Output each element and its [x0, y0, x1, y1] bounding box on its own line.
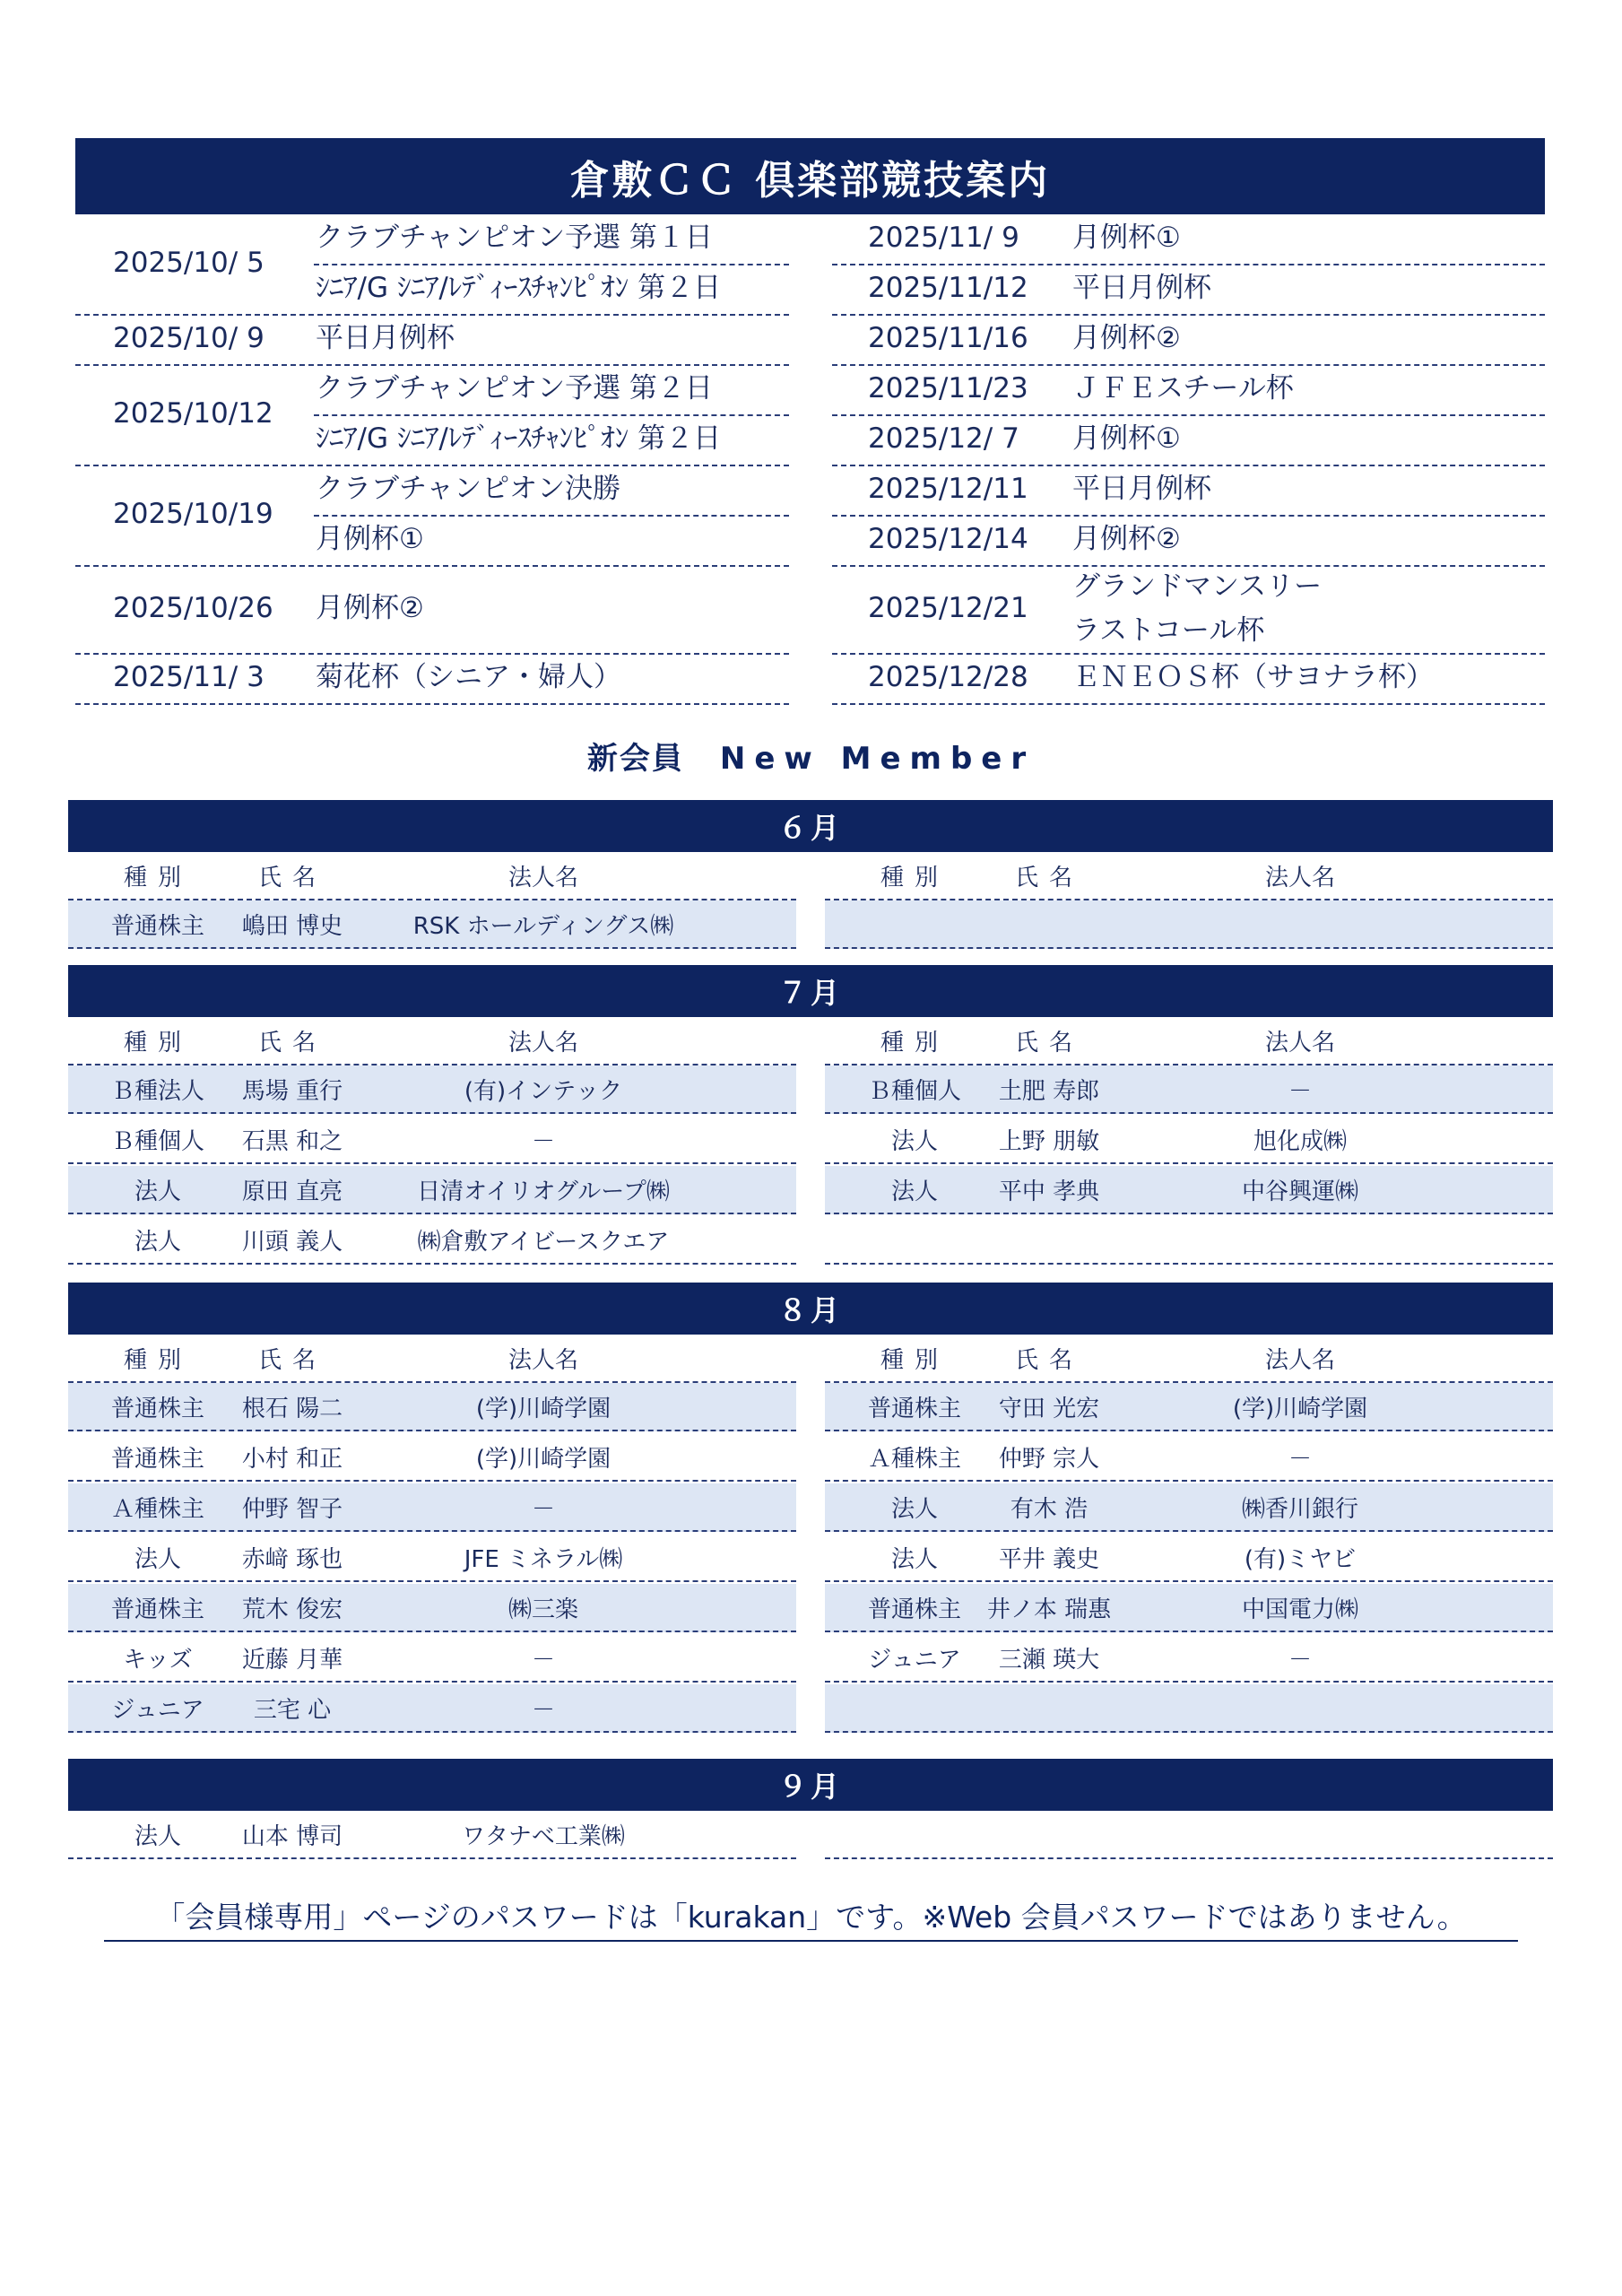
table-row: [68, 1065, 796, 1114]
column-header: 氏名: [257, 1346, 326, 1374]
table-row: [825, 1534, 1553, 1582]
table-row: [825, 1584, 1553, 1632]
divider-line: [314, 264, 789, 265]
table-row: [825, 1483, 1553, 1532]
member-name: 平中 孝典: [998, 1178, 1100, 1205]
schedule-date: 2025/10/26: [113, 592, 273, 624]
schedule-event: 月例杯②: [1072, 322, 1181, 354]
schedule-date: 2025/10/12: [113, 397, 273, 430]
divider-line: [832, 314, 1545, 316]
member-type: 法人: [890, 1545, 938, 1573]
table-row: [68, 1811, 796, 1859]
table-row: [825, 1684, 1553, 1733]
member-type: 普通株主: [867, 1596, 961, 1623]
member-type: 普通株主: [110, 1395, 204, 1422]
member-type: Ｂ種法人: [110, 1077, 204, 1105]
column-header: 氏名: [1014, 1346, 1083, 1374]
schedule-date: 2025/12/14: [868, 523, 1028, 555]
member-company: －: [1288, 1646, 1312, 1674]
member-type: 法人: [134, 1228, 181, 1256]
member-name: 石黒 和之: [241, 1127, 343, 1155]
schedule-date: 2025/11/12: [868, 272, 1028, 304]
divider-line: [75, 653, 789, 655]
member-type: Ａ種株主: [867, 1445, 961, 1473]
column-header: 種別: [880, 864, 949, 891]
member-name: 山本 博司: [241, 1822, 343, 1850]
member-name: 根石 陽二: [241, 1395, 343, 1422]
password-notice: 「会員様専用」ページのパスワードは「kurakan」です。※Web 会員パスワードではありません。: [104, 1894, 1518, 1942]
member-name: 平井 義史: [998, 1545, 1100, 1573]
member-company: (有)ミヤビ: [1244, 1545, 1357, 1573]
table-header-row: [825, 852, 1553, 900]
member-company: －: [531, 1495, 555, 1523]
member-name: 原田 直亮: [241, 1178, 343, 1205]
table-header-row: [825, 1335, 1553, 1383]
divider-line: [832, 264, 1545, 265]
table-header-row: [68, 1335, 796, 1383]
table-row: [68, 1383, 796, 1431]
table-row: [825, 1065, 1553, 1114]
member-company: (有)インテック: [464, 1077, 623, 1105]
divider-line: [832, 465, 1545, 466]
table-row: [68, 1433, 796, 1482]
schedule-event: 月例杯①: [316, 523, 424, 555]
member-name: 三瀬 瑛大: [998, 1646, 1100, 1674]
member-name: 守田 光宏: [998, 1395, 1100, 1422]
member-name: 赤﨑 琢也: [241, 1545, 343, 1573]
month-header: ６月: [68, 800, 1553, 852]
table-row: [68, 1166, 796, 1214]
member-name: 土肥 寿郎: [998, 1077, 1100, 1105]
member-company: 中谷興運㈱: [1241, 1178, 1358, 1205]
member-type: 普通株主: [110, 1596, 204, 1623]
member-type: ジュニア: [868, 1646, 961, 1674]
member-name: 仲野 宗人: [998, 1445, 1100, 1473]
member-company: ㈱香川銀行: [1241, 1495, 1358, 1523]
divider-line: [314, 515, 789, 517]
schedule-event: 平日月例杯: [316, 322, 455, 354]
column-header: 法人名: [507, 1346, 578, 1374]
column-header: 氏名: [1014, 864, 1083, 891]
table-row: [825, 1811, 1553, 1859]
new-member-heading: [0, 734, 1622, 778]
divider-line: [832, 565, 1545, 567]
member-type: Ｂ種個人: [867, 1077, 961, 1105]
schedule-date: 2025/11/ 9: [868, 222, 1019, 254]
divider-line: [832, 515, 1545, 517]
schedule-event: ＥＮＥＯＳ杯（サヨナラ杯）: [1072, 661, 1434, 693]
divider-line: [75, 465, 789, 466]
schedule-event: 月例杯①: [1072, 222, 1181, 254]
table-row: [825, 1216, 1553, 1265]
member-type: 法人: [890, 1127, 938, 1155]
divider-line: [75, 565, 789, 567]
table-row: [68, 1534, 796, 1582]
column-header: 法人名: [1264, 864, 1335, 891]
table-row: [825, 1116, 1553, 1164]
table-row: [68, 1684, 796, 1733]
member-name: 馬場 重行: [241, 1077, 343, 1105]
schedule-date: 2025/12/28: [868, 661, 1028, 693]
column-header: 法人名: [507, 1029, 578, 1057]
member-company: 日清オイリオグループ㈱: [417, 1178, 670, 1205]
member-type: 法人: [134, 1822, 181, 1850]
member-company: －: [1288, 1077, 1312, 1105]
member-company: ㈱倉敷アイビースクエア: [417, 1228, 670, 1256]
member-company: 旭化成㈱: [1253, 1127, 1347, 1155]
member-name: 嶋田 博史: [241, 912, 343, 940]
member-name: 有木 浩: [1010, 1495, 1089, 1523]
table-row: [68, 900, 796, 949]
column-header: 種別: [123, 1029, 192, 1057]
member-company: －: [531, 1127, 555, 1155]
table-row: [825, 1634, 1553, 1683]
schedule-event: クラブチャンピオン決勝: [316, 473, 621, 505]
page-title: 倉敷ＣＣ 倶楽部競技案内: [75, 138, 1545, 214]
member-type: 普通株主: [867, 1395, 961, 1422]
member-type: Ａ種株主: [110, 1495, 204, 1523]
schedule-event: クラブチャンピオン予選 第２日: [316, 372, 713, 404]
member-company: ㈱三楽: [507, 1596, 578, 1623]
member-company: (学)川崎学園: [475, 1395, 612, 1422]
member-name: 近藤 月華: [241, 1646, 343, 1674]
schedule-date: 2025/10/ 5: [113, 247, 265, 279]
schedule-event: グランドマンスリー: [1072, 570, 1323, 603]
member-name: 井ノ本 瑞惠: [986, 1596, 1112, 1623]
member-company: JFE ミネラル㈱: [464, 1545, 623, 1573]
schedule-date: 2025/12/21: [868, 592, 1028, 624]
column-header: 氏名: [257, 864, 326, 891]
month-header: ９月: [68, 1759, 1553, 1811]
schedule-date: 2025/12/ 7: [868, 422, 1019, 455]
new-member-title-jp: 新会員: [586, 741, 684, 777]
member-type: ジュニア: [111, 1696, 204, 1724]
member-name: 川頭 義人: [241, 1228, 343, 1256]
schedule-event: クラブチャンピオン予選 第１日: [316, 222, 713, 254]
divider-line: [832, 364, 1545, 366]
member-name: 小村 和正: [241, 1445, 343, 1473]
member-name: 仲野 智子: [241, 1495, 343, 1523]
column-header: 種別: [123, 1346, 192, 1374]
schedule-date: 2025/11/16: [868, 322, 1028, 354]
schedule-event: 平日月例杯: [1072, 473, 1211, 505]
schedule-date: 2025/10/19: [113, 498, 273, 530]
table-row: [825, 900, 1553, 949]
divider-line: [314, 414, 789, 416]
schedule-event: 月例杯②: [1072, 523, 1181, 555]
column-header: 種別: [880, 1346, 949, 1374]
member-company: －: [531, 1646, 555, 1674]
member-type: Ｂ種個人: [110, 1127, 204, 1155]
month-header: ８月: [68, 1283, 1553, 1335]
column-header: 種別: [123, 864, 192, 891]
member-type: 普通株主: [110, 1445, 204, 1473]
schedule-event: ラストコール杯: [1072, 613, 1265, 647]
table-row: [825, 1166, 1553, 1214]
schedule-event: ｼﾆｱ/G ｼﾆｱ/ﾚﾃﾞｨｰｽﾁｬﾝﾋﾟｵﾝ 第２日: [316, 422, 722, 455]
table-row: [825, 1433, 1553, 1482]
table-header-row: [68, 1017, 796, 1065]
member-type: 法人: [890, 1495, 938, 1523]
month-header: ７月: [68, 965, 1553, 1017]
schedule-date: 2025/11/ 3: [113, 661, 265, 693]
member-company: －: [1288, 1445, 1312, 1473]
table-row: [68, 1584, 796, 1632]
member-company: (学)川崎学園: [475, 1445, 612, 1473]
member-company: RSK ホールディングス㈱: [412, 912, 674, 940]
member-type: 法人: [134, 1178, 181, 1205]
new-member-title-en: New Member: [719, 741, 1036, 777]
member-company: －: [531, 1696, 555, 1724]
member-company: (学)川崎学園: [1232, 1395, 1368, 1422]
member-type: 法人: [890, 1178, 938, 1205]
schedule-event: 月例杯①: [1072, 422, 1181, 455]
schedule-event: ＪＦＥスチール杯: [1072, 372, 1294, 404]
divider-line: [832, 414, 1545, 416]
schedule-date: 2025/12/11: [868, 473, 1028, 505]
table-header-row: [825, 1017, 1553, 1065]
column-header: 氏名: [1014, 1029, 1083, 1057]
table-row: [68, 1634, 796, 1683]
column-header: 氏名: [257, 1029, 326, 1057]
member-type: キッズ: [123, 1646, 193, 1674]
table-row: [68, 1216, 796, 1265]
schedule-date: 2025/11/23: [868, 372, 1028, 404]
table-row: [825, 1383, 1553, 1431]
divider-line: [832, 703, 1545, 705]
member-name: 荒木 俊宏: [241, 1596, 343, 1623]
divider-line: [75, 703, 789, 705]
column-header: 種別: [880, 1029, 949, 1057]
schedule-event: 平日月例杯: [1072, 272, 1211, 304]
member-name: 上野 朋敏: [998, 1127, 1100, 1155]
table-row: [68, 1483, 796, 1532]
column-header: 法人名: [1264, 1346, 1335, 1374]
member-name: 三宅 心: [253, 1696, 332, 1724]
divider-line: [75, 364, 789, 366]
schedule-event: 菊花杯（シニア・婦人）: [316, 661, 621, 693]
member-type: 法人: [134, 1545, 181, 1573]
table-header-row: [68, 852, 796, 900]
schedule-date: 2025/10/ 9: [113, 322, 265, 354]
divider-line: [75, 314, 789, 316]
schedule-event: ｼﾆｱ/G ｼﾆｱ/ﾚﾃﾞｨｰｽﾁｬﾝﾋﾟｵﾝ 第２日: [316, 272, 722, 304]
member-company: 中国電力㈱: [1241, 1596, 1358, 1623]
column-header: 法人名: [507, 864, 578, 891]
table-row: [68, 1116, 796, 1164]
column-header: 法人名: [1264, 1029, 1335, 1057]
schedule-event: 月例杯②: [316, 592, 424, 624]
competition-schedule: [0, 0, 1622, 718]
member-company: ワタナベ工業㈱: [462, 1822, 625, 1850]
divider-line: [832, 653, 1545, 655]
member-type: 普通株主: [110, 912, 204, 940]
